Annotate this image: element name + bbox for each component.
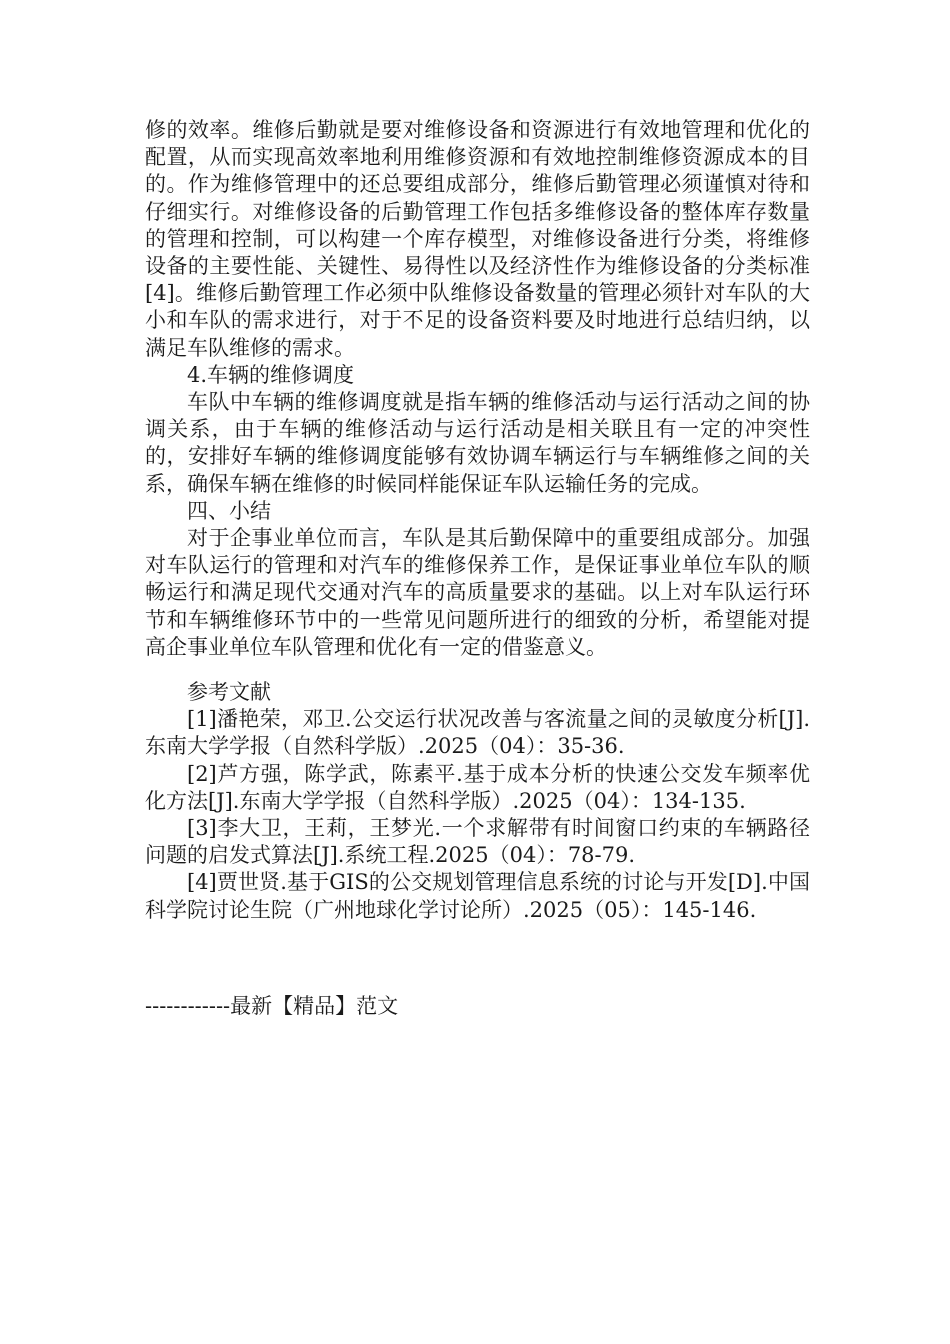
reference-item: [1]潘艳荣，邓卫.公交运行状况改善与客流量之间的灵敏度分析[J].东南大学学报（自然科学版）.2025（04）：35-36. [145,707,810,759]
reference-item: [2]芦方强，陈学武，陈素平.基于成本分析的快速公交发车频率优化方法[J].东南大学学报（自然科学版）.2025（04）：134-135. [145,761,810,813]
spacer [145,661,810,679]
section-heading-vehicle-scheduling: 4.车辆的维修调度 [187,362,355,387]
reference-item: [3]李大卫，王莉，王梦光.一个求解带有时间窗口约束的车辆路径问题的启发式算法[J].系统工程.2025（04）：78-79. [145,816,810,868]
reference-item: [4]贾世贤.基于GIS的公交规划管理信息系统的讨论与开发[D].中国科学院讨论生院（广州地球化学讨论所）.2025（05）：145-146. [145,870,810,922]
paragraph-summary: 对于企事业单位而言，车队是其后勤保障中的重要组成部分。加强对车队运行的管理和对汽车的维修保养工作，是保证事业单位车队的顺畅运行和满足现代交通对汽车的高质量要求的基础。以上对车队运行环节和车辆维修环节中的一些常见问题所进行的细致的分析，希望能对提高企事业单位车队管理和优化有一定的借鉴意义。 [145,526,810,659]
paragraph-maintenance-logistics: 修的效率。维修后勤就是要对维修设备和资源进行有效地管理和优化的配置，从而实现高效率地利用维修资源和有效地控制维修资源成本的目的。作为维修管理中的还总要组成部分，维修后勤管理必须谨慎对待和仔细实行。对维修设备的后勤管理工作包括多维修设备的整体库存数量的管理和控制，可以构建一个库存模型，对维修设备进行分类，将维修设备的主要性能、关键性、易得性以及经济性作为维修设备的分类标准[4]。维修后勤管理工作必须中队维修设备数量的管理必须针对车队的大小和车队的需求进行，对于不足的设备资料要及时地进行总结归纳，以满足车队维修的需求。 [145,118,810,360]
footer-watermark-text: ------------最新【精品】范文 [145,994,399,1018]
references-title: 参考文献 [187,680,271,705]
document-body [145,117,810,924]
paragraph-vehicle-scheduling: 车队中车辆的维修调度就是指车辆的维修活动与运行活动之间的协调关系，由于车辆的维修活动与运行活动是相关联且有一定的冲突性的，安排好车辆的维修调度能够有效协调车辆运行与车辆维修之间的关系，确保车辆在维修的时候同样能保证车队运输任务的完成。 [145,390,810,496]
section-heading-summary: 四、小结 [187,498,271,523]
